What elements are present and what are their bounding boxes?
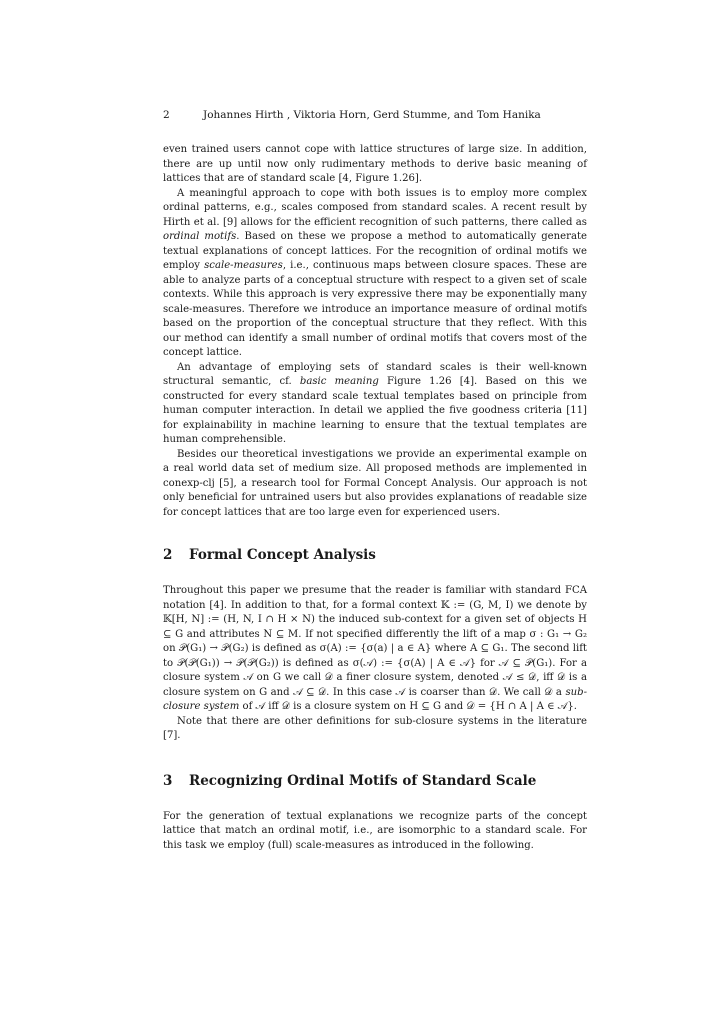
section-2-paragraph-2: Note that there are other definitions for sub-closure systems in the literature [7]. (163, 715, 587, 741)
section-3-heading (163, 772, 587, 790)
paper-page (163, 108, 587, 853)
intro-paragraph-3: An advantage of employing sets of standard scales is their well-known structural semantic, cf. basic meaning Figure 1.26 [4]. Based on this we constructed for every standard scale textual templates based on principle from human computer interaction. In detail we applied the five goodness criteria [11] for explainability in machine learning to ensure that the textual templates are human comprehensible. (163, 361, 587, 445)
body-text (163, 143, 587, 853)
section-2-title: Formal Concept Analysis (189, 547, 376, 563)
section-2-heading (163, 546, 587, 564)
section-3-title: Recognizing Ordinal Motifs of Standard Scale (189, 772, 537, 789)
running-header (163, 108, 587, 122)
intro-paragraph-4: Besides our theoretical investigations we provide an experimental example on a real world data set of medium size. All proposed methods are implemented in conexp-clj [5], a research tool for Formal Concept Analysis. Our approach is not only beneficial for untrained users but also provides explanations of readable size for concept lattices that are too large even for experienced users. (163, 448, 587, 518)
page-number: 2 (163, 109, 170, 121)
term-basic-meaning: basic meaning (299, 376, 379, 387)
section-3-number: 3 (163, 772, 173, 789)
running-header-authors: Johannes Hirth , Viktoria Horn, Gerd Stumme, and Tom Hanika (203, 109, 541, 121)
term-sub-closure-system: sub-closure system (163, 686, 587, 712)
term-ordinal-motifs: ordinal motifs (163, 231, 237, 242)
section-2-number: 2 (163, 547, 173, 563)
intro-paragraph-2: A meaningful approach to cope with both issues is to employ more complex ordinal patterns, e.g., scales composed from standard scales. A recent result by Hirth et al. [9] allows for the efficient recognition of such patterns, there called as ordinal motifs. Based on these we propose a method to automatically generate textual explanations of concept lattices. For the recognition of ordinal motifs we employ scale-measures, i.e., continuous maps between closure spaces. These are able to analyze parts of a conceptual structure with respect to a given set of scale contexts. While this approach is very expressive there may be exponentially many scale-measures. Therefore we introduce an importance measure of ordinal motifs based on the proportion of the conceptual structure that they reflect. With this our method can identify a small number of ordinal motifs that covers most of the concept lattice. (163, 187, 587, 358)
intro-paragraph-1: even trained users cannot cope with lattice structures of large size. In addition, there are up until now only rudimentary methods to derive basic meaning of lattices that are of standard scale [4, Figure 1.26]. (163, 144, 587, 184)
section-3-paragraph-1: For the generation of textual explanations we recognize parts of the concept lattice that match an ordinal motif, i.e., are isomorphic to a standard scale. For this task we employ (full) scale-measures as introduced in the following. (163, 810, 587, 851)
term-scale-measures: scale-measures (204, 260, 283, 271)
section-2-paragraph-1: Throughout this paper we presume that the reader is familiar with standard FCA notation [4]. In addition to that, for a formal context 𝕂 := (G, M, I) we denote by 𝕂[H, N] := (H, N, I ∩ H × N) the induced sub-context for a given set of objects H ⊆ G and attributes N ⊆ M. If not specified differently the lift of a map σ : G₁ → G₂ on 𝒫(G₁) → 𝒫(G₂) is defined as σ(A) := {σ(a) | a ∈ A} where A ⊆ G₁. The second lift to 𝒫(𝒫(G₁)) → 𝒫(𝒫(G₂)) is defined as σ(𝒜) := {σ(A) | A ∈ 𝒜} for 𝒜 ⊆ 𝒫(G₁). For a closure system 𝒜 on G we call 𝒟 a finer closure system, denoted 𝒜 ≤ 𝒟, iff 𝒟 is a closure system on G and 𝒜 ⊆ 𝒟. In this case 𝒜 is coarser than 𝒟. We call 𝒟 a sub-closure system of 𝒜 iff 𝒟 is a closure system on H ⊆ G and 𝒟 = {H ∩ A | A ∈ 𝒜}. (163, 585, 587, 712)
